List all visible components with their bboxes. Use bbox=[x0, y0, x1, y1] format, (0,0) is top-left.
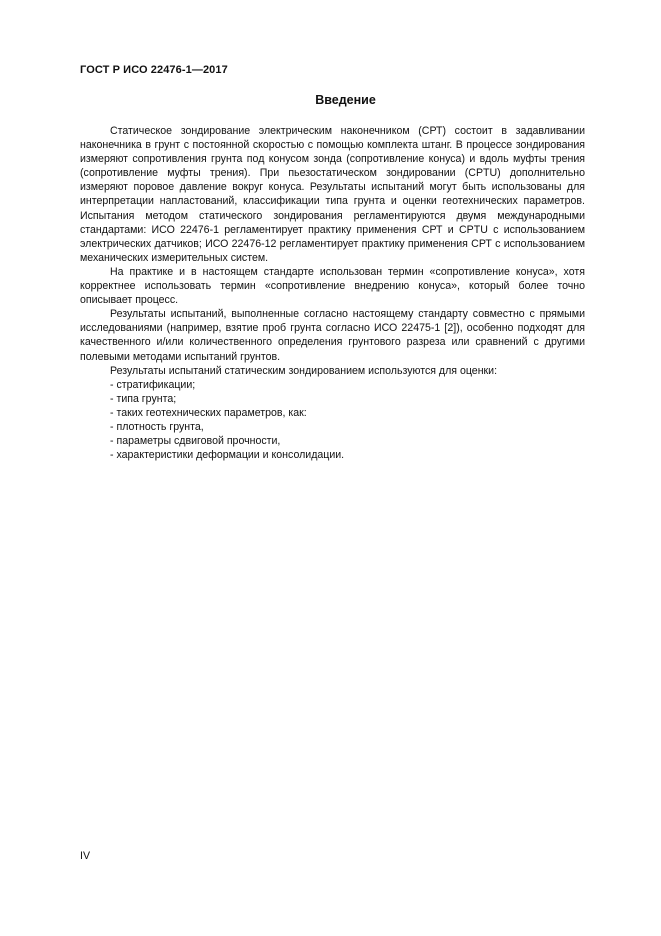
list-item: - таких геотехнических параметров, как: bbox=[110, 406, 307, 419]
list-item: - стратификации; bbox=[110, 378, 196, 391]
list-item: - характеристики деформации и консолидации. bbox=[110, 449, 345, 462]
list-item: - плотность грунта, bbox=[110, 420, 204, 433]
section-body bbox=[80, 124, 585, 462]
paragraph: Результаты испытаний, выполненные согласно настоящему стандарту совместно с прямыми исследованиями (например, взятие проб грунта согласно ИСО 22475-1 [2]), особенно подходят для качественного и/или количественного определения грунтового разреза или сравнений с другими полевыми методами испытаний грунтов. bbox=[80, 308, 585, 363]
paragraph: На практике и в настоящем стандарте использован термин «сопротивление конуса», хотя корректнее использовать термин «сопротивление внедрению конуса», который более точно описывает процесс. bbox=[80, 265, 585, 307]
section-title: Введение bbox=[315, 93, 376, 107]
usage-list bbox=[80, 378, 585, 463]
standard-header: ГОСТ Р ИСО 22476-1—2017 bbox=[80, 64, 228, 76]
page-number: IV bbox=[80, 850, 91, 862]
list-item: - типа грунта; bbox=[110, 392, 177, 405]
paragraph: Статическое зондирование электрическим наконечником (СРТ) состоит в задавливании наконечника в грунт с постоянной скоростью с помощью комплекта штанг. В процессе зондирования измеряют сопротивления грунта под конусом зонда (сопротивление конуса) и вдоль муфты трения (сопротивление муфты трения). При пьезостатическом зондировании (CPTU) дополнительно измеряют поровое давление вокруг конуса. Результаты испытаний могут быть использованы для интерпретации напластований, классификации типа грунта и оценки геотехнических параметров. Испытания методом статического зондирования регламентируются двумя международными стандартами: ИСО 22476-1 регламентирует практику применения СРТ и CPTU с использованием электрических датчиков; ИСО 22476-12 регламентирует практику применения СРТ с использованием механических измерительных систем. bbox=[80, 125, 585, 264]
list-item: - параметры сдвиговой прочности, bbox=[110, 435, 281, 448]
list-intro: Результаты испытаний статическим зондированием используются для оценки: bbox=[110, 364, 498, 377]
